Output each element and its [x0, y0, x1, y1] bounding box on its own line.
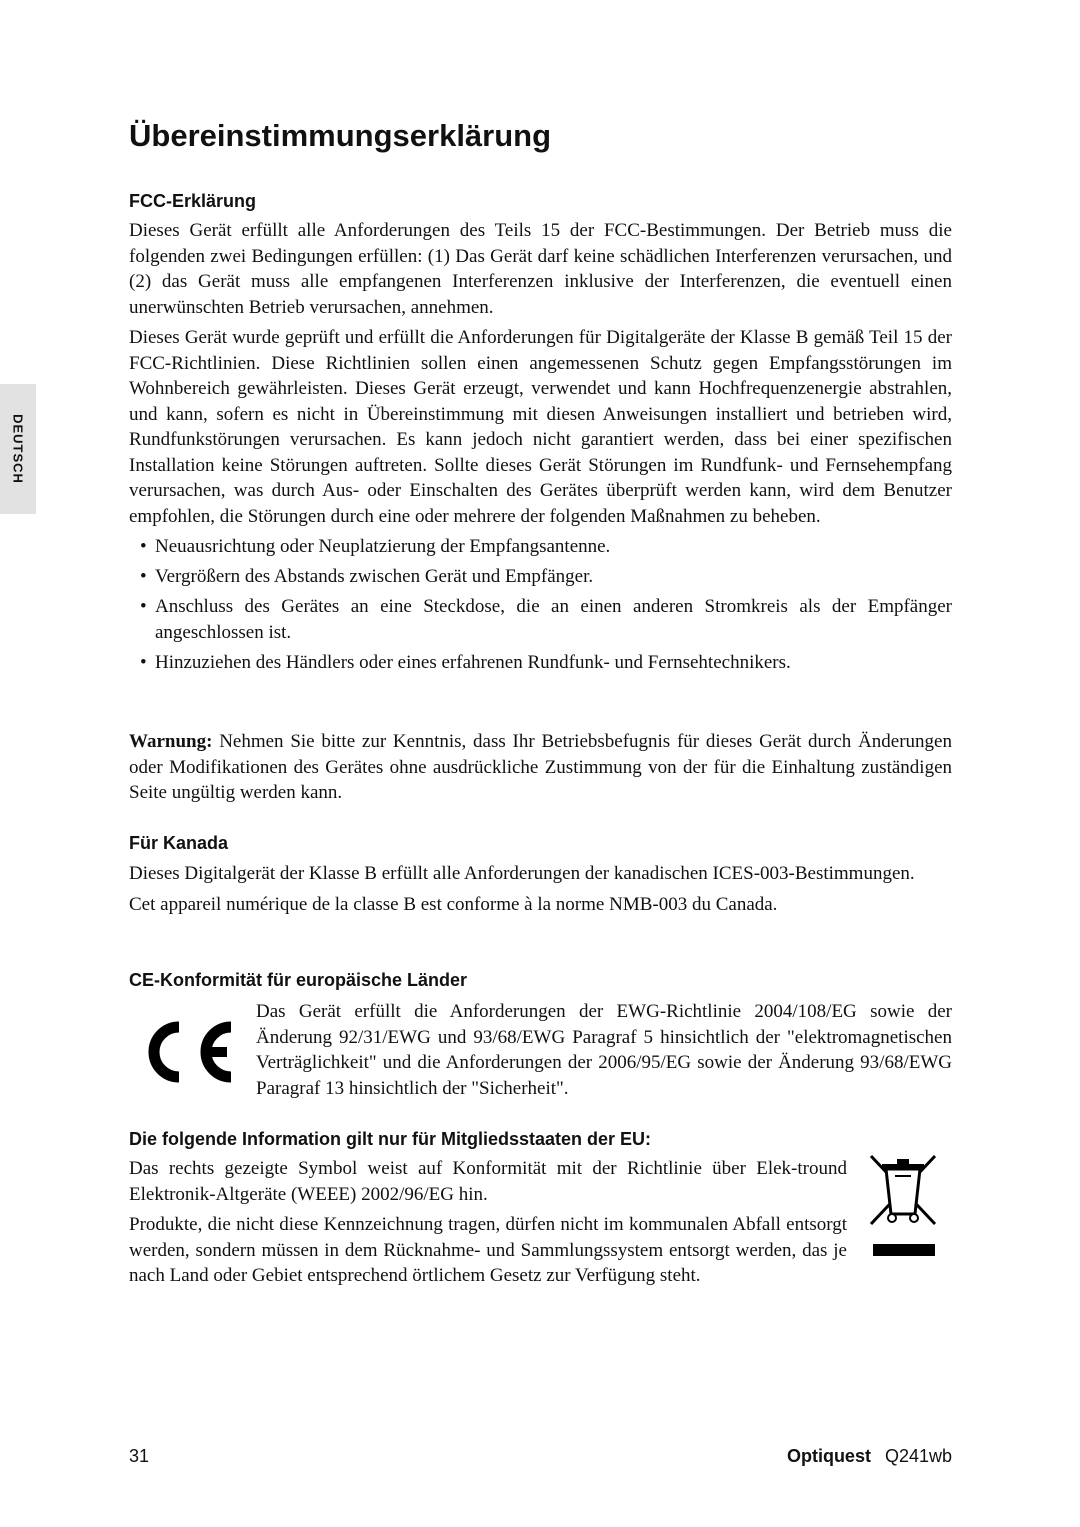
fcc-measures-list — [129, 534, 952, 675]
brand-name: Optiquest — [786, 1446, 871, 1466]
list-item: • Anschluss des Gerätes an eine Steckdose, die an einen anderen Stromkreis als der Empfänger angeschlossen ist. — [129, 594, 952, 645]
warning-paragraph — [129, 729, 952, 806]
warning-text: Nehmen Sie bitte zur Kenntnis, dass Ihr Betriebsbefugnis für dieses Gerät durch Änderungen oder Modifikationen des Gerätes ohne ausdrückliche Zustimmung von der für die Einhaltung zuständigen Seite ungültig werden kann. — [129, 731, 952, 803]
fcc-paragraph-1: Dieses Gerät erfüllt alle Anforderungen des Teils 15 der FCC-Bestimmungen. Der Betrieb muss die folgenden zwei Bedingungen erfüllen: (1) Das Gerät darf keine schädlichen Interferenzen verursachen, und (2) das Gerät muss alle empfangenen Interferenzen inklusive der Interferenzen, die eventuell einen unerwünschten Betrieb verursachen, annehmen. — [129, 220, 952, 318]
ce-paragraph: Das Gerät erfüllt die Anforderungen der EWG-Richtlinie 2004/108/EG sowie der Änderung 92/31/EWG und 93/68/EWG Paragraf 5 hinsichtlich der "elektromagnetischen Verträglichkeit" und die Anforderungen der 2006/95/EG sowie der Änderung 93/68/EWG Paragraf 13 hinsichtlich der "Sicherheit". — [256, 1001, 952, 1099]
page-title: Übereinstimmungserklärung — [129, 118, 552, 153]
warning-section — [129, 729, 952, 806]
eu-paragraph-1: Das rechts gezeigte Symbol weist auf Konformität mit der Richtlinie über Elek-tround Elektronik-Altgeräte (WEEE) 2002/96/EG hin. — [129, 1158, 847, 1205]
canada-paragraph-1: Dieses Digitalgerät der Klasse B erfüllt alle Anforderungen der kanadischen ICES-003-Bestimmungen. — [129, 863, 915, 884]
fcc-section — [129, 218, 952, 680]
model-name: Q241wb — [884, 1446, 952, 1466]
language-side-tab — [0, 384, 36, 514]
canada-paragraph-2: Cet appareil numérique de la classe B est conforme à la norme NMB-003 du Canada. — [129, 893, 778, 915]
eu-paragraph-2: Produkte, die nicht diese Kennzeichnung tragen, dürfen nicht im kommunalen Abfall entsorgt werden, sondern müssen in dem Rücknahme- und Sammlungssystem entsorgt werden, das je nach Land oder Gebiet entsprechend örtlichem Gesetz zur Verfügung steht. — [129, 1214, 847, 1286]
fcc-heading: FCC-Erklärung — [129, 191, 257, 211]
list-item: • Vergrößern des Abstands zwischen Gerät und Empfänger. — [129, 564, 952, 590]
ce-mark-icon — [137, 1017, 237, 1087]
fcc-paragraph-2: Dieses Gerät wurde geprüft und erfüllt die Anforderungen für Digitalgeräte der Klasse B gemäß Teil 15 der FCC-Richtlinien. Diese Richtlinien sollen einen angemessenen Schutz gegen Empfangsstörungen im Wohnbereich gewährleisten. Dieses Gerät erzeugt, verwendet und kann Hochfrequenzenergie abstrahlen, und kann, sofern es nicht in Übereinstimmung mit diesen Anweisungen installiert und betrieben wird, Rundfunkstörungen verursachen. Es kann jedoch nicht garantiert werden, dass bei einer spezifischen Installation keine Störungen auftreten. Sollte dieses Gerät Störungen im Rundfunk- und Fernsehempfang verursachen, was durch Aus- oder Einschalten des Gerätes überprüft werden kann, wird dem Benutzer empfohlen, die Störungen durch eine oder mehrere der folgenden Maßnahmen zu beheben. — [129, 327, 952, 527]
canada-heading: Für Kanada — [129, 833, 229, 853]
footer-brand — [787, 1446, 952, 1467]
list-item: • Neuausrichtung oder Neuplatzierung der Empfangsantenne. — [129, 534, 952, 560]
eu-section — [129, 1156, 847, 1289]
list-item: • Hinzuziehen des Händlers oder eines erfahrenen Rundfunk- und Fernsehtechnikers. — [129, 650, 952, 676]
ce-heading: CE-Konformität für europäische Länder — [129, 970, 468, 990]
weee-bin-icon — [867, 1152, 939, 1260]
page-number: 31 — [129, 1446, 150, 1466]
warning-label: Warnung: — [129, 731, 213, 752]
language-label: DEUTSCH — [10, 414, 26, 484]
eu-heading: Die folgende Information gilt nur für Mitgliedsstaaten der EU: — [129, 1129, 652, 1149]
ce-section — [256, 999, 952, 1101]
canada-section — [129, 861, 952, 917]
